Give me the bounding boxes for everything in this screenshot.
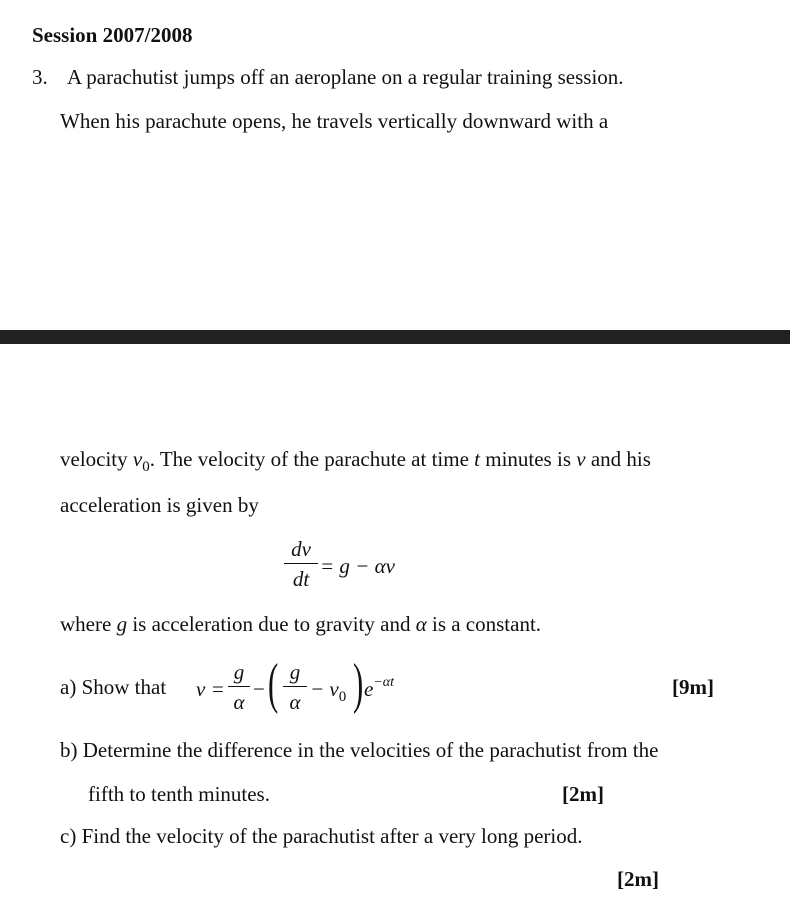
- part-a-inner: − $v_0$: [310, 677, 347, 705]
- line3-text-c: minutes is: [485, 447, 571, 471]
- question-line-5: [60, 611, 541, 637]
- equation-fraction: [284, 537, 318, 591]
- equation-rhs: = g − αv: [320, 554, 395, 578]
- equation-numerator: dv: [291, 537, 311, 561]
- part-a-left-paren: (: [268, 653, 279, 715]
- part-c-line-1: c) Find the velocity of the parachutist after a very long period.: [60, 824, 583, 848]
- line3-text-b: . The velocity of the parachute at time: [149, 447, 469, 471]
- part-a-label: a) Show that: [60, 675, 167, 699]
- part-b-line-1: b) Determine the difference in the velocities of the parachutist from the: [60, 738, 659, 762]
- part-b-line-2: fifth to tenth minutes.: [88, 782, 270, 806]
- line3-text-d: and his: [590, 447, 651, 471]
- question-line-3: [60, 446, 651, 475]
- equation-fraction-bar: [284, 563, 318, 564]
- session-heading: Session 2007/2008: [32, 23, 193, 47]
- part-a-f1-num: g: [233, 660, 245, 684]
- part-a-f1-bar: [228, 686, 250, 687]
- part-b-marks: [2m]: [562, 782, 604, 806]
- part-a-f1-den: α: [233, 690, 245, 714]
- part-a-f2-bar: [283, 686, 307, 687]
- part-c-marks: [2m]: [617, 867, 659, 891]
- part-a-fraction-1: [228, 660, 250, 714]
- line5-text-b: is acceleration due to gravity and: [132, 612, 411, 636]
- question-line-1: A parachutist jumps off an aeroplane on a regular training session.: [67, 65, 624, 89]
- part-a-f2-den: α: [289, 690, 301, 714]
- line5-text-a: where: [60, 612, 112, 636]
- question-number: 3.: [32, 65, 48, 89]
- part-a-lhs: v =: [196, 677, 225, 701]
- line5-text-c: is a constant.: [431, 612, 542, 636]
- t-symbol: t: [474, 447, 480, 471]
- part-a-exponential: $e^{-\alpha t}$: [364, 675, 395, 701]
- divider-bar: [0, 330, 790, 344]
- part-a-right-paren: ): [353, 653, 364, 715]
- question-line-4: acceleration is given by: [60, 493, 259, 517]
- v-symbol: v: [576, 447, 586, 471]
- v0-symbol: $v_0$: [132, 447, 150, 475]
- equation-denominator: dt: [292, 567, 310, 591]
- part-a-marks: [9m]: [672, 675, 714, 699]
- line3-text-a: velocity: [60, 447, 128, 471]
- part-a-minus: −: [253, 677, 265, 701]
- part-a-fraction-2: [283, 660, 307, 714]
- part-a-f2-num: g: [289, 660, 301, 684]
- alpha-symbol: α: [415, 612, 427, 636]
- question-line-2: When his parachute opens, he travels vertically downward with a: [60, 109, 609, 133]
- g-symbol: g: [116, 612, 128, 636]
